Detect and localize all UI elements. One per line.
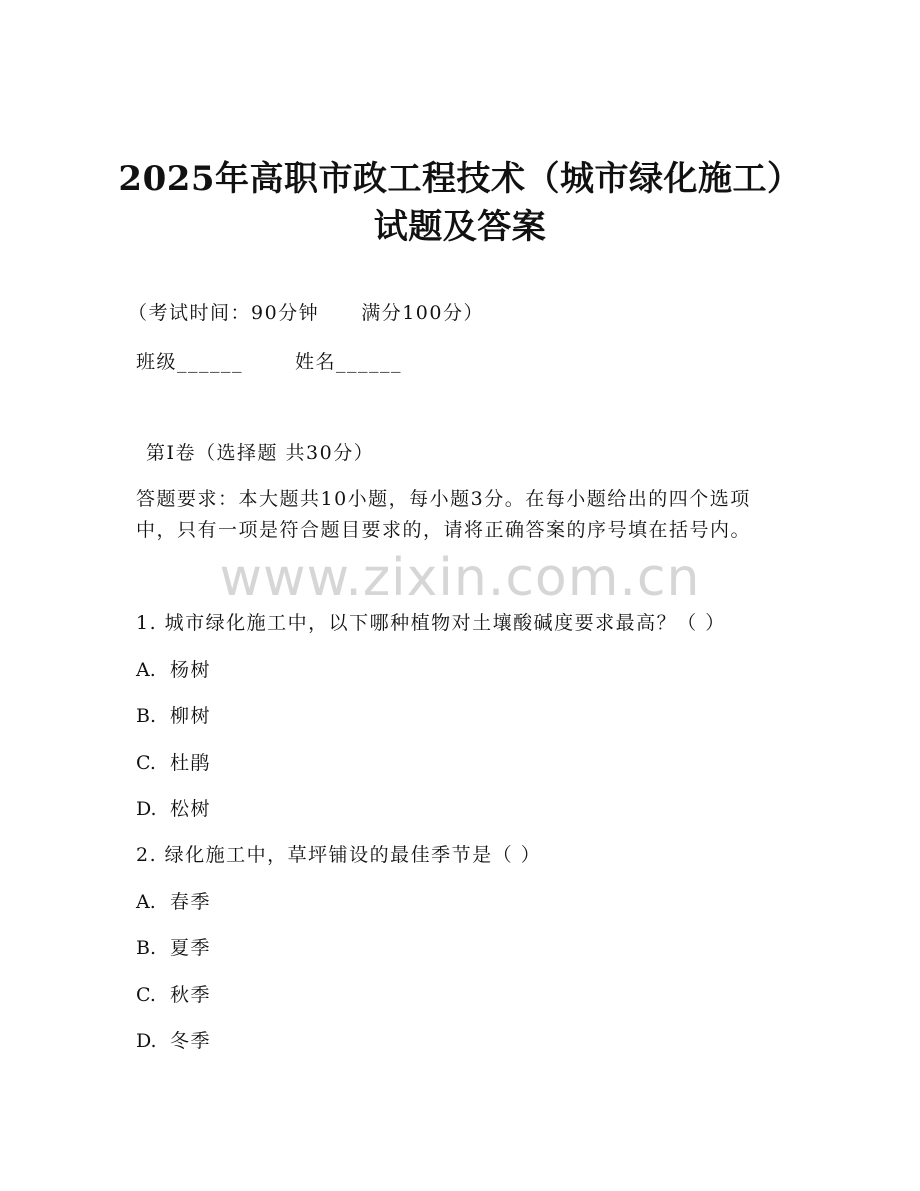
- option-letter: D.: [136, 798, 157, 820]
- option-letter: C.: [136, 984, 156, 1006]
- question-2-option-d: [136, 1032, 211, 1051]
- option-text: 春季: [170, 891, 212, 913]
- class-field: 班级______: [136, 351, 244, 373]
- option-letter: B.: [136, 937, 157, 959]
- question-2-option-c: [136, 986, 211, 1005]
- instructions-line-2: 中，只有一项是符合题目要求的，请将正确答案的序号填在括号内。: [136, 519, 752, 541]
- exam-total-score: 满分100分）: [361, 302, 484, 324]
- option-letter: A.: [136, 659, 156, 681]
- instructions-line-1: 答题要求：本大题共10小题，每小题3分。在每小题给出的四个选项: [136, 488, 751, 510]
- document-title-line-2: 试题及答案: [373, 207, 547, 247]
- option-text: 松树: [170, 798, 212, 820]
- question-1-stem: 1. 城市绿化施工中，以下哪种植物对土壤酸碱度要求最高？（ ）: [136, 612, 726, 634]
- exam-time: （考试时间：90分钟: [128, 302, 320, 324]
- question-1-option-d: [136, 800, 211, 819]
- question-1-option-b: [136, 707, 211, 726]
- option-text: 冬季: [170, 1030, 212, 1052]
- question-2-stem: 2. 绿化施工中，草坪铺设的最佳季节是（ ）: [136, 844, 542, 866]
- option-letter: D.: [136, 1030, 157, 1052]
- option-letter: A.: [136, 891, 156, 913]
- question-1-option-c: [136, 754, 211, 773]
- watermark: www.zixin.com.cn: [219, 548, 701, 608]
- option-letter: B.: [136, 705, 157, 727]
- document-title-line-1: 2025年高职市政工程技术（城市绿化施工）: [118, 159, 802, 199]
- exam-info: [128, 304, 484, 323]
- section-title: 第Ⅰ卷（选择题 共30分）: [146, 442, 375, 464]
- option-text: 秋季: [170, 984, 212, 1006]
- question-1-option-a: [136, 661, 211, 680]
- name-field: 姓名______: [295, 351, 403, 373]
- question-2-option-b: [136, 939, 211, 958]
- question-2-option-a: [136, 893, 211, 912]
- option-text: 杜鹃: [170, 752, 212, 774]
- option-letter: C.: [136, 752, 156, 774]
- student-info: [136, 353, 402, 372]
- option-text: 杨树: [170, 659, 212, 681]
- option-text: 柳树: [170, 705, 212, 727]
- option-text: 夏季: [170, 937, 212, 959]
